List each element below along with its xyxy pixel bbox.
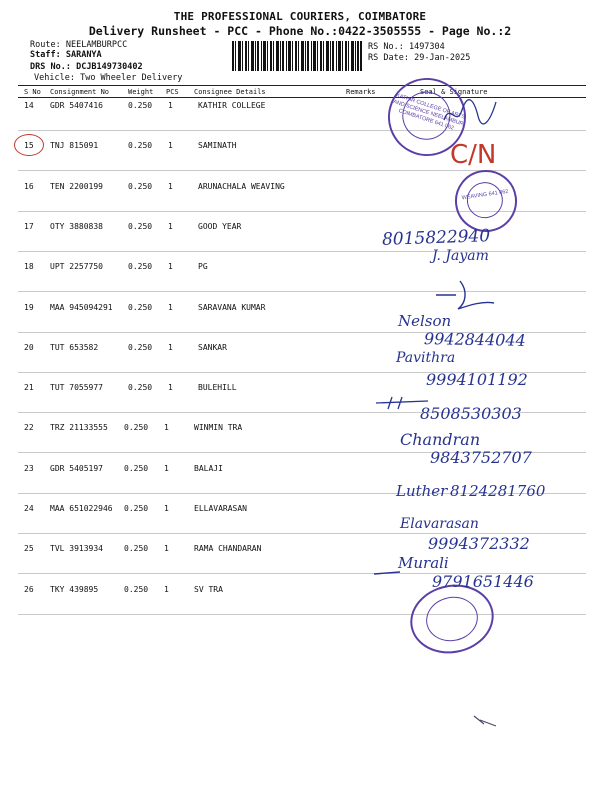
row-consignment-no: OTY 3880838 bbox=[50, 222, 103, 231]
row-weight: 0.250 bbox=[124, 544, 149, 553]
row-23-phone: 9843752707 bbox=[430, 448, 532, 467]
row-20-name: Pavithra bbox=[396, 350, 456, 366]
row-pcs: 1 bbox=[168, 343, 173, 352]
row-consignee: KATHIR COLLEGE bbox=[198, 101, 266, 110]
row-26-phone: 9791651446 bbox=[432, 572, 534, 591]
rs-no-value: 1497304 bbox=[408, 42, 445, 52]
row-weight: 0.250 bbox=[124, 423, 149, 432]
staff-label: Staff: bbox=[30, 50, 61, 60]
row-24-name: Luther bbox=[396, 482, 448, 500]
row-25-phone: 9994372332 bbox=[428, 534, 530, 553]
row-pcs: 1 bbox=[164, 544, 169, 553]
drs-value: DCJB149730402 bbox=[76, 62, 143, 72]
row-weight: 0.250 bbox=[128, 222, 153, 231]
row-consignment-no: GDR 5407416 bbox=[50, 101, 103, 110]
row-consignee: GOOD YEAR bbox=[198, 222, 242, 231]
drs-label: DRS No.: bbox=[30, 62, 71, 72]
row-21-phone: 9994101192 bbox=[426, 370, 528, 389]
col-header-weight: Weight bbox=[128, 88, 154, 96]
vehicle-line bbox=[34, 73, 182, 83]
row-sno: 24 bbox=[24, 504, 34, 513]
row-15-remark: C/N bbox=[450, 140, 497, 170]
row-pcs: 1 bbox=[164, 504, 169, 513]
row-24-phone: 8124281760 bbox=[450, 482, 546, 500]
row-weight: 0.250 bbox=[124, 464, 149, 473]
row-consignee: ELLAVARASAN bbox=[194, 504, 247, 513]
row-sno: 19 bbox=[24, 303, 34, 312]
row-consignment-no: GDR 5405197 bbox=[50, 464, 103, 473]
drs-line bbox=[30, 62, 143, 72]
row-consignee: BULEHILL bbox=[198, 383, 237, 392]
row-sno: 14 bbox=[24, 101, 34, 110]
rs-no-line bbox=[368, 42, 445, 52]
row-14-signature bbox=[440, 92, 500, 132]
col-header-seal-signature: Seal & Signature bbox=[420, 88, 488, 96]
row-weight: 0.250 bbox=[128, 303, 153, 312]
row-pcs: 1 bbox=[168, 222, 173, 231]
row-consignee: WINMIN TRA bbox=[194, 423, 243, 432]
row-weight: 0.250 bbox=[128, 101, 153, 110]
row-pcs: 1 bbox=[168, 383, 173, 392]
row-sno: 23 bbox=[24, 464, 34, 473]
row-consignment-no: TEN 2200199 bbox=[50, 182, 103, 191]
row-sno: 20 bbox=[24, 343, 34, 352]
col-header-consignment: Consignment No bbox=[50, 88, 110, 96]
company-title: THE PROFESSIONAL COURIERS, COIMBATORE bbox=[173, 10, 427, 23]
row-separator bbox=[18, 170, 586, 171]
row-separator bbox=[18, 614, 586, 615]
row-pcs: 1 bbox=[168, 182, 173, 191]
row-pcs: 1 bbox=[164, 464, 169, 473]
row-consignment-no: MAA 651022946 bbox=[50, 504, 113, 513]
row-sno: 18 bbox=[24, 262, 34, 271]
staff-line bbox=[30, 50, 102, 60]
row-sno: 25 bbox=[24, 544, 34, 553]
row-consignment-no: TNJ 815091 bbox=[50, 141, 99, 150]
route-value: NEELAMBURPCC bbox=[65, 40, 128, 50]
row-consignment-no: TRZ 21133555 bbox=[50, 423, 108, 432]
row-separator bbox=[18, 251, 586, 252]
row-consignment-no: TVL 3913934 bbox=[50, 544, 103, 553]
row-consignment-no: TUT 7055977 bbox=[50, 383, 103, 392]
row-weight: 0.250 bbox=[124, 585, 149, 594]
row-17-phone: 8015822940 bbox=[381, 226, 491, 250]
header-top-rule bbox=[18, 85, 586, 86]
col-header-consignee: Consignee Details bbox=[194, 88, 266, 96]
row-15-circle-mark bbox=[14, 134, 44, 156]
row-separator bbox=[18, 130, 586, 131]
rs-date-value: 29-Jan-2025 bbox=[414, 53, 471, 63]
route-line bbox=[30, 40, 127, 50]
row-consignee: SANKAR bbox=[198, 343, 227, 352]
row-consignee: BALAJI bbox=[194, 464, 223, 473]
row-weight: 0.250 bbox=[128, 383, 153, 392]
row-18-signature bbox=[430, 275, 500, 315]
row-consignment-no: TUT 653582 bbox=[50, 343, 99, 352]
row-25-name: Elavarasan bbox=[400, 516, 479, 532]
row-consignee: SARAVANA KUMAR bbox=[198, 303, 266, 312]
row-separator bbox=[18, 291, 586, 292]
row-weight: 0.250 bbox=[128, 141, 153, 150]
row-consignee: SAMINATH bbox=[198, 141, 237, 150]
row-sno: 17 bbox=[24, 222, 34, 231]
row-sno: 22 bbox=[24, 423, 34, 432]
row-weight: 0.250 bbox=[128, 182, 153, 191]
row-consignee: SV TRA bbox=[194, 585, 223, 594]
row-pcs: 1 bbox=[168, 141, 173, 150]
row-22-name: Chandran bbox=[400, 430, 481, 449]
row-26-name: Murali bbox=[398, 554, 449, 572]
vehicle-value: Two Wheeler Delivery bbox=[80, 73, 183, 83]
col-header-sno: S No bbox=[24, 88, 41, 96]
row-pcs: 1 bbox=[168, 262, 173, 271]
row-weight: 0.250 bbox=[128, 262, 153, 271]
rs-date-label: RS Date: bbox=[368, 53, 409, 63]
row-sno: 15 bbox=[24, 141, 34, 150]
rs-no-label: RS No.: bbox=[368, 42, 404, 52]
bottom-ink-mark bbox=[470, 712, 500, 730]
row-consignee: RAMA CHANDARAN bbox=[194, 544, 262, 553]
document-title: Delivery Runsheet - PCC - Phone No.:0422-3505555 - Page No.:2 bbox=[88, 24, 512, 38]
col-header-pcs: PCS bbox=[166, 88, 179, 96]
row-consignment-no: MAA 945094291 bbox=[50, 303, 113, 312]
row-consignee: PG bbox=[198, 262, 208, 271]
row-pcs: 1 bbox=[164, 423, 169, 432]
col-header-remarks: Remarks bbox=[346, 88, 376, 96]
row-consignment-no: TKY 439895 bbox=[50, 585, 99, 594]
row-17-name: J. Jayam bbox=[432, 248, 489, 264]
row-weight: 0.250 bbox=[128, 343, 153, 352]
row-sno: 26 bbox=[24, 585, 34, 594]
route-label: Route: bbox=[30, 40, 61, 50]
row-consignment-no: UPT 2257750 bbox=[50, 262, 103, 271]
row-22-phone: 8508530303 bbox=[420, 404, 522, 423]
row-19-name: Nelson bbox=[398, 312, 452, 330]
row-pcs: 1 bbox=[168, 303, 173, 312]
row-consignee: ARUNACHALA WEAVING bbox=[198, 182, 285, 191]
header-bottom-rule bbox=[18, 97, 586, 98]
row-pcs: 1 bbox=[168, 101, 173, 110]
college-seal-text: KATHIR COLLEGE OF ARTS AND SCIENCE NEELAMBUR COIMBATORE 641 062 bbox=[392, 92, 466, 132]
row-19-phone: 9942844044 bbox=[423, 329, 526, 350]
barcode-image bbox=[232, 41, 362, 71]
vehicle-label: Vehicle: bbox=[34, 73, 75, 83]
staff-value: SARANYA bbox=[65, 50, 102, 60]
row-sno: 16 bbox=[24, 182, 34, 191]
row-sno: 21 bbox=[24, 383, 34, 392]
row-weight: 0.250 bbox=[124, 504, 149, 513]
rs-date-line bbox=[368, 53, 470, 63]
weaving-seal-text: WEAVING 641 062 bbox=[461, 188, 509, 202]
row-pcs: 1 bbox=[164, 585, 169, 594]
